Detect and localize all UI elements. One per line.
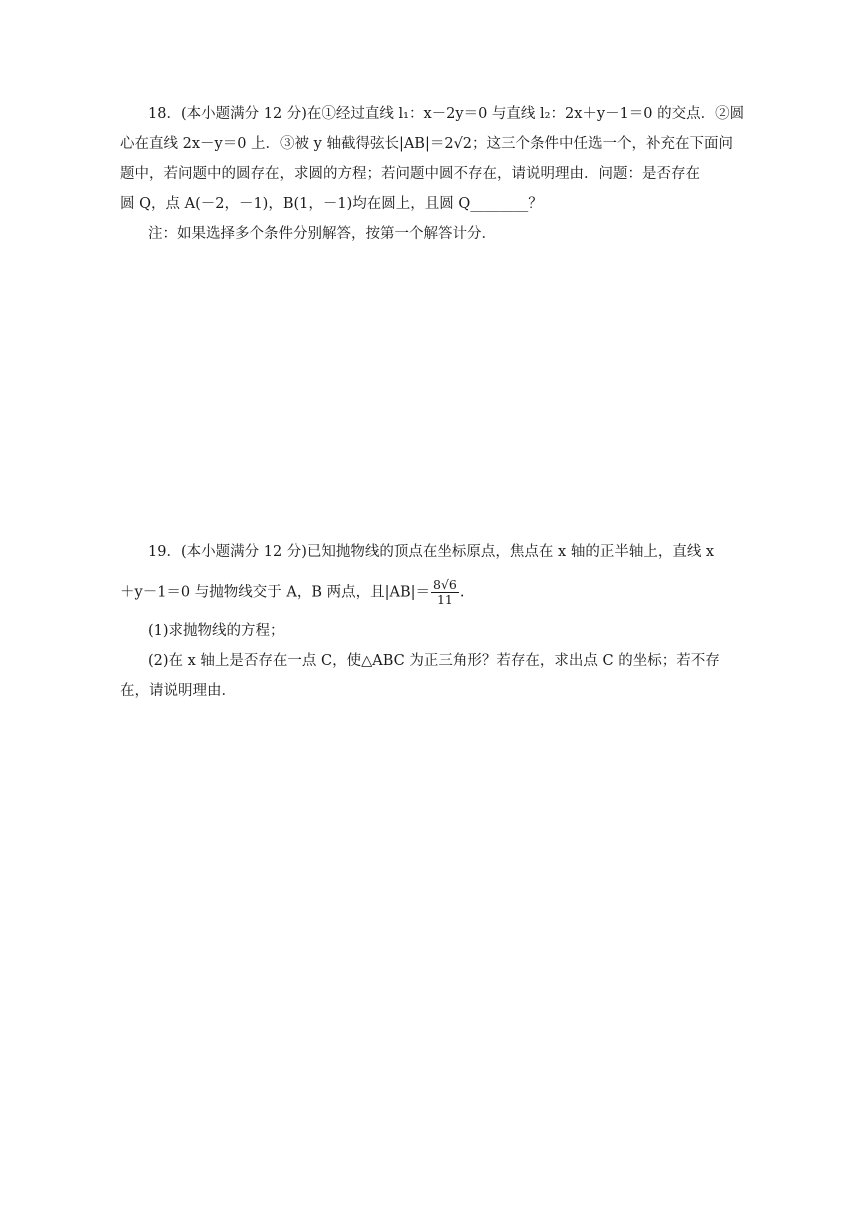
- q19-part-2-line-2: 在，请说明理由．: [120, 683, 236, 699]
- q18-line-3: 题中，若问题中的圆存在，求圆的方程；若问题中圆不存在，请说明理由．问题：是否存在: [120, 166, 700, 182]
- fraction-numerator: 8√6: [433, 577, 457, 592]
- q19-line-1: 19．(本小题满分 12 分)已知抛物线的顶点在坐标原点，焦点在 x 轴的正半轴上，直线 x: [148, 544, 715, 560]
- q19-line-2-end: .: [459, 584, 465, 601]
- q18-line-1: 18．(本小题满分 12 分)在①经过直线 l₁：x－2y＝0 与直线 l₂：2x＋y－1＝0 的交点．②圆: [148, 106, 745, 122]
- q19-part-2-line-1: (2)在 x 轴上是否存在一点 C，使△ABC 为正三角形？若存在，求出点 C 的坐标；若不存: [148, 653, 720, 669]
- q18-line-4: 圆 Q，点 A(－2，－1)，B(1，－1)均在圆上，且圆 Q________？: [120, 196, 543, 212]
- fraction-denominator: 11: [436, 592, 453, 607]
- q19-line-2-text: ＋y－1＝0 与抛物线交于 A，B 两点，且|AB|＝: [120, 584, 430, 601]
- q18-note: 注：如果选择多个条件分别解答，按第一个解答计分．: [148, 226, 496, 242]
- q19-part-1: (1)求抛物线的方程；: [148, 623, 285, 639]
- q18-line-2: 心在直线 2x－y＝0 上．③被 y 轴截得弦长|AB|＝2√2；这三个条件中任选一个，补充在下面问: [120, 136, 734, 152]
- ab-length-fraction: [431, 578, 459, 607]
- q19-line-2: [120, 578, 750, 607]
